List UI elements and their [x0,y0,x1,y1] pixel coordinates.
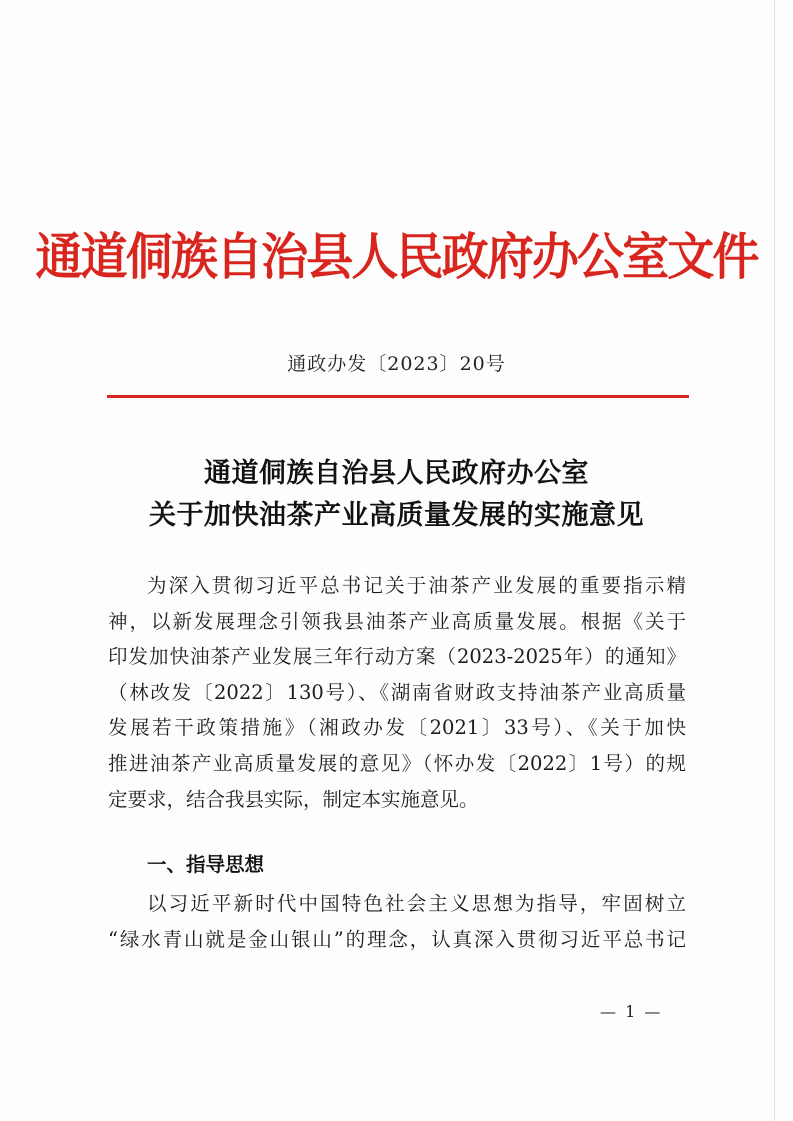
page-number: — 1 — [600,1002,663,1021]
section1-line: “绿水青山就是金山银山”的理念，认真深入贯彻习近平总书记 [108,927,686,951]
scan-artifact-line [774,0,775,1121]
document-title-line-2: 关于加快油茶产业高质量发展的实施意见 [149,500,644,531]
section1-paragraph [108,886,686,957]
intro-line: 神，以新发展理念引领我县油茶产业高质量发展。根据《关于 [108,609,686,633]
intro-line: 印发加快油茶产业发展三年行动方案（2023-2025年）的通知》 [108,645,686,669]
intro-line: 定要求，结合我县实际，制定本实施意见。 [108,787,479,811]
intro-line: 为深入贯彻习近平总书记关于油茶产业发展的重要指示精 [147,574,686,597]
intro-line: 推进油茶产业高质量发展的意见》（怀办发〔2022〕1号）的规 [108,751,686,775]
document-title-line-1: 通道侗族自治县人民政府办公室 [204,458,589,489]
red-divider-line [107,395,689,398]
document-masthead: 通道侗族自治县人民政府办公室文件 [35,227,758,286]
document-number: 通政办发〔2023〕20号 [287,353,506,375]
intro-line: 发展若干政策措施》（湘政办发〔2021〕33号）、《关于加快 [108,716,686,740]
section1-line: 以习近平新时代中国特色社会主义思想为指导，牢固树立 [147,892,686,915]
section-heading-guiding-ideology: 一、指导思想 [147,853,265,876]
intro-line: （林改发〔2022〕130号）、《湖南省财政支持油茶产业高质量 [108,680,686,704]
intro-paragraph [108,568,686,817]
